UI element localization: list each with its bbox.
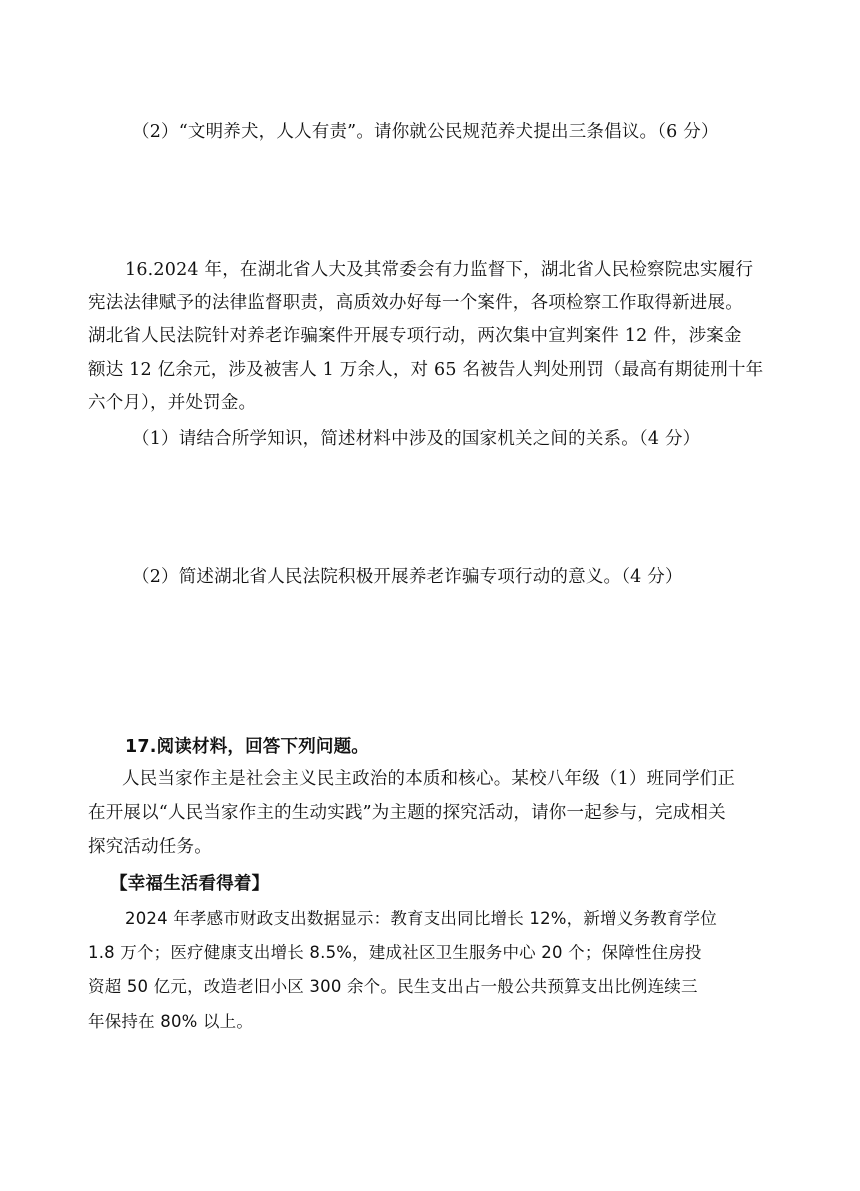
q17-intro-line-1: 人民当家作主是社会主义民主政治的本质和核心。某校八年级（1）班同学们正 xyxy=(122,769,736,789)
q17-data-line-4: 年保持在 80% 以上。 xyxy=(88,1012,254,1031)
q16-material-line-3: 湖北省人民法院针对养老诈骗案件开展专项行动，两次集中宣判案件 12 件，涉案金 xyxy=(88,326,742,346)
q16-subquestion-2: （2）简述湖北省人民法院积极开展养老诈骗专项行动的意义。（4 分） xyxy=(132,567,683,587)
q15-subquestion-2: （2）“文明养犬，人人有责”。请你就公民规范养犬提出三条倡议。（6 分） xyxy=(132,122,719,142)
q17-intro-line-3: 探究活动任务。 xyxy=(88,837,212,857)
q17-section-title: 【幸福生活看得着】 xyxy=(110,874,270,894)
q16-material-line-4: 额达 12 亿余元，涉及被害人 1 万余人，对 65 名被告人判处刑罚（最高有期徒刑十年 xyxy=(88,360,764,380)
q16-material-line-2: 宪法法律赋予的法律监督职责，高质效办好每一个案件，各项检察工作取得新进展。 xyxy=(88,293,743,313)
q17-heading: 17.阅读材料，回答下列问题。 xyxy=(125,737,370,757)
q16-material-line-1: 16.2024 年，在湖北省人大及其常委会有力监督下，湖北省人民检察院忠实履行 xyxy=(125,260,754,280)
q17-data-line-1: 2024 年孝感市财政支出数据显示：教育支出同比增长 12%，新增义务教育学位 xyxy=(125,909,717,928)
q16-subquestion-1: （1）请结合所学知识，简述材料中涉及的国家机关之间的关系。（4 分） xyxy=(132,429,701,449)
q17-data-line-2: 1.8 万个；医疗健康支出增长 8.5%，建成社区卫生服务中心 20 个；保障性住房投 xyxy=(88,943,702,962)
q16-material-line-5: 六个月），并处罚金。 xyxy=(88,393,257,413)
q17-data-line-3: 资超 50 亿元，改造老旧小区 300 余个。民生支出占一般公共预算支出比例连续三 xyxy=(88,977,698,996)
q17-intro-line-2: 在开展以“人民当家作主的生动实践”为主题的探究活动，请你一起参与，完成相关 xyxy=(88,803,726,823)
